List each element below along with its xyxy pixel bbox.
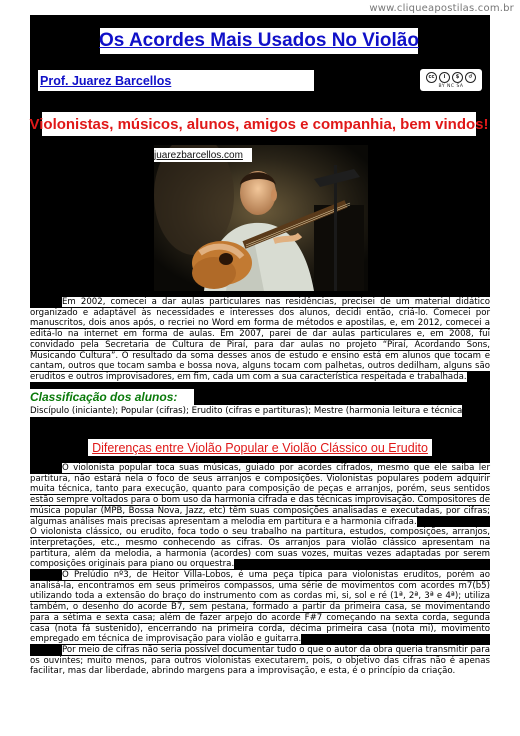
site-label-box: [154, 148, 252, 162]
document-page: [29, 15, 490, 677]
paragraph-text: O Prelúdio nº3, de Heitor Villa-Lobos, é uma peça típica para violonistas eruditos, porém ao analisá-la, encontramos em seus primeiros compassos, uma série de movimentos com acordes m7(b5) utilizando toda a extensão do braço do instrumento com as cordas mi, si, sol e ré (1ª, 2ª, 3ª e 4ª); utiliza também, o desenho do acorde B7, sem pestana, formado a partir da primeira casa, se movimentando para a sétima e sexta casa; além de fazer arpejo do acorde F#7 começando na sexta corda, segunda casa (nota fá sustenido), encerrando na primeira corda, décima primeira casa (nota mi), movimento empregado em técnica de improvisação para violão e guitarra.: [30, 570, 490, 645]
differences-title: Diferenças entre Violão Popular e Violão Clássico ou Erudito: [92, 440, 428, 455]
intro-paragraph: [30, 297, 490, 387]
site-watermark: www.cliqueapostilas.com.br: [369, 3, 514, 14]
license-label: BY NC SA: [438, 83, 464, 89]
sa-icon: ↺: [465, 72, 476, 83]
paragraph-text: O violonista clássico, ou erudito, foca todo o seu trabalho na partitura, estudos, composições, arranjos, interpretações, etc., mesmo conhecendo as cifras. Os arranjos para violão clássico apresentam na partitura, além da melodia, a harmonia (acordes) com suas vozes, muitas vezes adaptadas por serem composições originais para piano ou orquestra.: [30, 527, 490, 570]
paragraph: [30, 645, 490, 677]
differences-title-box: [88, 439, 432, 456]
title-box: [100, 28, 418, 54]
cc-icons: [426, 72, 476, 83]
welcome-box: [29, 112, 489, 136]
body-text: [30, 463, 490, 677]
site-link[interactable]: juarezbarcellos.com: [154, 149, 243, 161]
author-box: [38, 70, 314, 91]
paragraph-text: O violonista popular toca suas músicas, guiado por acordes cifrados, mesmo que ele saiba ler partitura, não estará nela o foco de seus arranjos e composições. Violonistas populares podem adquirir muita técnica, tanto para execução, quanto para composição de peças e arranjos, porém, seus sentidos estão sempre voltados para o bom uso da harmonia cifrada e das técnicas improvisação. Compositores de música popular (MPB, Bossa Nova, Jazz, etc) têm suas composições analisadas e executadas, por cifras; algumas análises mais precisas apresentam a melodia em partitura e a harmonia cifrada.: [30, 463, 490, 527]
paragraph: [30, 527, 490, 570]
classification-title-box: [30, 389, 194, 405]
paragraph: [30, 463, 490, 527]
intro-text: Em 2002, comecei a dar aulas particulares nas residências, precisei de um material didático organizado e adaptável às necessidades e interesses dos alunos, decidi então, criá-lo. Comecei por manuscritos, dois anos após, o recriei no Word em forma de métodos e apostilas, e, em 2012, comecei a editá-lo na internet em forma de aulas. Em 2007, parei de dar aulas particulares e, em 2008, fui convidado pela Secretaria de Cultura de Piraí, para dar aulas no projeto “Piraí, Acordando Sons, Musicando Cultura”. O resultado da soma desses anos de estudo e ensino está em alunos que tocam e cantam, outros que tocam samba e bossa nova, alguns tocam com palhetas, outros dedilham, alguns são eruditos e outros improvisadores, em fim, cada um com a sua característica respeitada e trabalhada.: [30, 297, 490, 382]
guitarist-photo-image: [154, 145, 368, 291]
creative-commons-badge[interactable]: [420, 69, 482, 91]
paragraph-text: Por meio de cifras não seria possível documentar tudo o que o autor da obra queria transmitir para os ouvintes; muito menos, para outros violonistas executarem, pois, o objetivo das cifras não é apenas facilitar, mas dar liberdade, abrindo margens para a improvisação, e esta, é o princípio da criação.: [30, 644, 490, 677]
cc-icon: cc: [426, 72, 437, 83]
author-link[interactable]: Prof. Juarez Barcellos: [40, 73, 172, 88]
classification-text: Discípulo (iniciante); Popular (cifras); Erudito (cifras e partituras); Mestre (harmonia leitura e técnica).: [30, 406, 469, 416]
nc-icon: $: [452, 72, 463, 83]
by-icon: i: [439, 72, 450, 83]
classification-title: Classificação dos alunos:: [30, 390, 178, 404]
paragraph: [30, 570, 490, 645]
welcome-heading: Violonistas, músicos, alunos, amigos e companhia, bem vindos!: [29, 115, 489, 133]
page-title[interactable]: Os Acordes Mais Usados No Violão: [99, 30, 419, 51]
guitarist-photo: [154, 145, 368, 291]
